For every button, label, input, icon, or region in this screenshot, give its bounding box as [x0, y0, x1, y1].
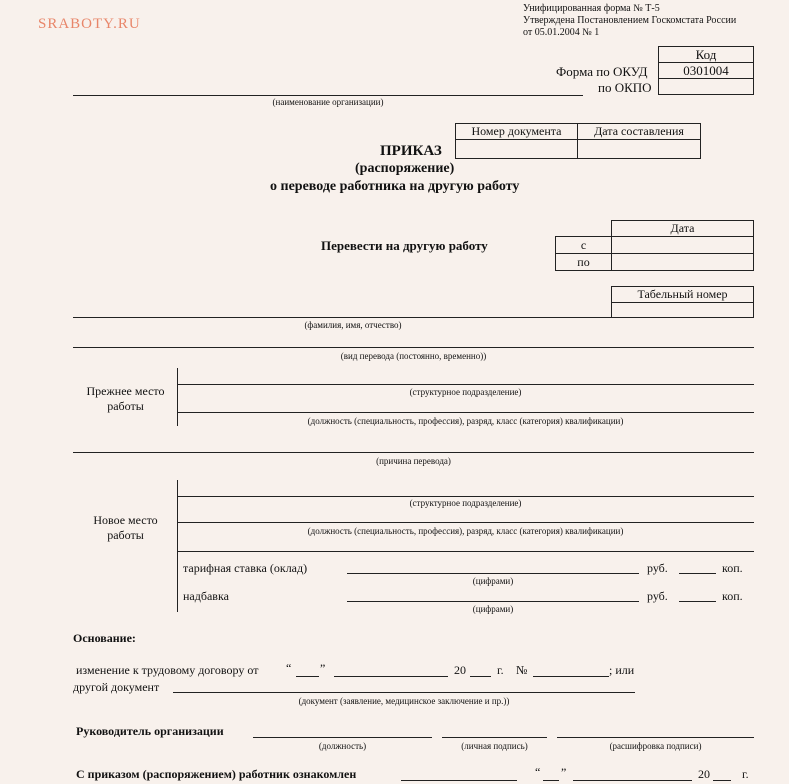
- organization-caption: (наименование организации): [272, 97, 384, 107]
- acquainted-year-suffix: г.: [742, 767, 749, 781]
- head-position-line[interactable]: [253, 737, 432, 738]
- acquainted-quote-open: “: [535, 765, 541, 779]
- kod-header: Код: [658, 46, 754, 63]
- acquainted-year-line[interactable]: [713, 780, 731, 781]
- bonus-rub-label: руб.: [647, 589, 668, 603]
- basis-year-prefix: 20: [454, 663, 466, 677]
- reason-caption: (причина перевода): [376, 456, 451, 466]
- transfer-type-caption: (вид перевода (постоянно, временно)): [340, 351, 487, 361]
- other-document-label: другой документ: [73, 680, 160, 694]
- order-title: ПРИКАЗ: [380, 143, 442, 159]
- okud-label: Форма по ОКУД: [556, 64, 648, 79]
- prev-place-label-2: работы: [107, 399, 144, 413]
- new-position-caption: (должность (специальность, профессия), разряд, класс (категория) квалификации): [307, 526, 624, 536]
- basis-year-suffix: г.: [497, 663, 504, 677]
- new-place-label-1: Новое место: [93, 513, 158, 527]
- tariff-digits-caption: (цифрами): [472, 576, 514, 586]
- doc-date-header: Дата составления: [577, 123, 701, 140]
- new-struct-caption: (структурное подразделение): [409, 498, 522, 508]
- basis-or-text: ; или: [609, 663, 635, 677]
- organization-line[interactable]: [73, 95, 583, 96]
- bonus-digits-caption: (цифрами): [472, 604, 514, 614]
- tariff-kop-label: коп.: [722, 561, 743, 575]
- form-header-line3: от 05.01.2004 № 1: [523, 27, 600, 38]
- bonus-amount-line[interactable]: [347, 601, 639, 602]
- date-from-label: с: [555, 236, 612, 254]
- basis-number-sign: №: [516, 663, 528, 677]
- order-subtitle: (распоряжение): [355, 161, 455, 176]
- site-logo: SRABOTY.RU: [38, 16, 141, 32]
- acquainted-quote-close: ”: [561, 765, 567, 779]
- other-document-caption: (документ (заявление, медицинское заключение и пр.)): [298, 696, 510, 706]
- tariff-label: тарифная ставка (оклад): [183, 561, 308, 575]
- bonus-kop-label: коп.: [722, 589, 743, 603]
- okud-value: 0301004: [658, 62, 754, 79]
- reason-line[interactable]: [73, 452, 754, 453]
- head-decode-caption: (расшифровка подписи): [609, 741, 702, 751]
- head-of-org-label: Руководитель организации: [76, 724, 224, 738]
- tariff-kop-line[interactable]: [679, 573, 716, 574]
- new-position-line[interactable]: [177, 522, 754, 523]
- new-place-label-2: работы: [107, 528, 144, 542]
- form-header-line2: Утверждена Постановлением Госкомстата России: [523, 15, 737, 26]
- acquainted-day-line[interactable]: [543, 780, 559, 781]
- fio-line[interactable]: [73, 317, 754, 318]
- basis-year-line[interactable]: [470, 676, 491, 677]
- head-position-caption: (должность): [318, 741, 367, 751]
- tariff-rub-label: руб.: [647, 561, 668, 575]
- prev-position-line[interactable]: [177, 412, 754, 413]
- tabel-number-cell[interactable]: [611, 302, 754, 318]
- basis-day-line[interactable]: [296, 676, 319, 677]
- acquainted-signature-line[interactable]: [401, 780, 517, 781]
- prev-place-label-1: Прежнее место: [86, 384, 165, 398]
- head-decode-line[interactable]: [557, 737, 754, 738]
- date-header: Дата: [611, 220, 754, 237]
- prev-struct-line[interactable]: [177, 384, 754, 385]
- basis-number-line[interactable]: [533, 676, 609, 677]
- bonus-label: надбавка: [183, 589, 229, 603]
- tariff-amount-line[interactable]: [347, 573, 639, 574]
- doc-number-header: Номер документа: [455, 123, 578, 140]
- head-signature-line[interactable]: [442, 737, 547, 738]
- basis-month-line[interactable]: [334, 676, 448, 677]
- date-from-cell[interactable]: [611, 236, 754, 254]
- form-header-line1: Унифицированная форма № Т-5: [523, 3, 660, 14]
- acquainted-month-line[interactable]: [573, 780, 692, 781]
- doc-date-cell[interactable]: [577, 139, 701, 159]
- fio-caption: (фамилия, имя, отчество): [304, 320, 402, 330]
- contract-change-label: изменение к трудовому договору от: [76, 663, 259, 677]
- order-description: о переводе работника на другую работу: [270, 179, 520, 194]
- tabel-number-header: Табельный номер: [611, 286, 754, 303]
- prev-struct-caption: (структурное подразделение): [409, 387, 522, 397]
- date-to-label: по: [555, 253, 612, 271]
- prev-position-caption: (должность (специальность, профессия), разряд, класс (категория) квалификации): [307, 416, 624, 426]
- date-to-cell[interactable]: [611, 253, 754, 271]
- transfer-label: Перевести на другую работу: [321, 238, 488, 253]
- new-place-divider: [177, 551, 754, 552]
- okpo-value: [658, 78, 754, 95]
- acquainted-label: С приказом (распоряжением) работник ознакомлен: [76, 767, 357, 781]
- basis-label: Основание:: [73, 631, 136, 645]
- okpo-label: по ОКПО: [598, 80, 652, 95]
- transfer-type-line[interactable]: [73, 347, 754, 348]
- basis-quote-open: “: [286, 661, 292, 675]
- other-document-line[interactable]: [173, 692, 635, 693]
- acquainted-year-prefix: 20: [698, 767, 710, 781]
- doc-number-cell[interactable]: [455, 139, 578, 159]
- basis-quote-close: ”: [320, 661, 326, 675]
- head-signature-caption: (личная подпись): [461, 741, 528, 751]
- bonus-kop-line[interactable]: [679, 601, 716, 602]
- new-struct-line[interactable]: [177, 496, 754, 497]
